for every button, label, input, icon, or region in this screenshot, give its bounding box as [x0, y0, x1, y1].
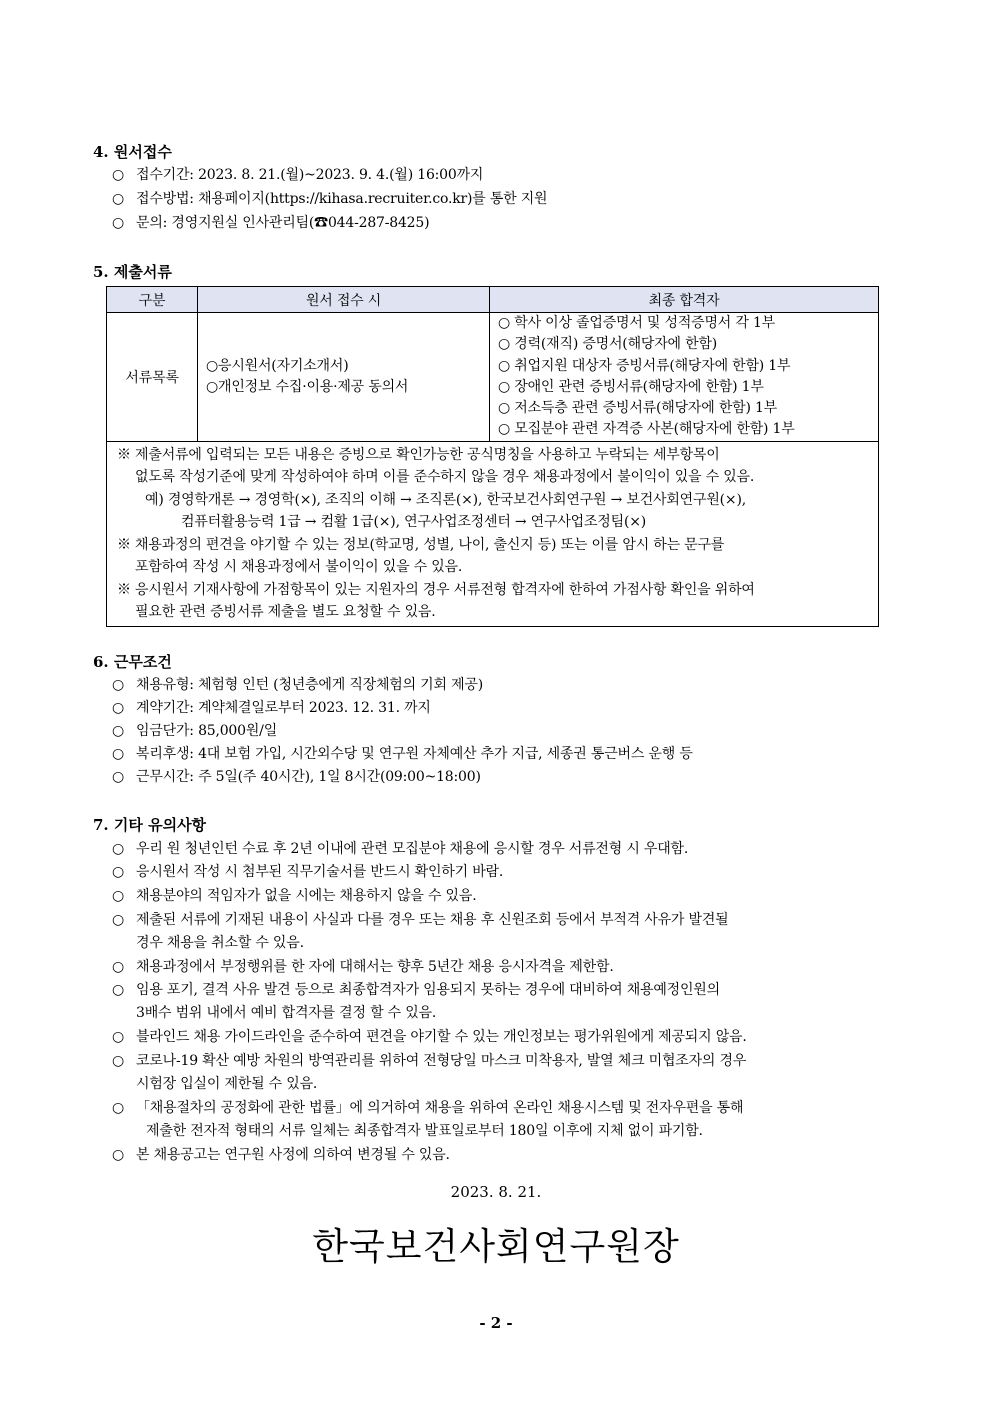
list-item: ○ 근무시간: 주 5일(주 40시간), 1일 8시간(09:00~18:00) [112, 769, 481, 785]
bullet-icon: ○ [112, 746, 125, 762]
bullet-icon: ○ [112, 215, 125, 231]
apply-docs-cell [198, 313, 490, 442]
list-item: ○ 경력(재직) 증명서(해당자에 한함) [498, 336, 718, 353]
bullet-icon: ○ [112, 677, 125, 693]
final-docs-cell [490, 313, 879, 442]
list-item: ○ 복리후생: 4대 보험 가입, 시간외수당 및 연구원 자체예산 추가 지급, 세종권 통근버스 운행 등 [112, 746, 693, 762]
list-item: ○ 임금단가: 85,000원/일 [112, 723, 278, 739]
section-title-notes: 7. 기타 유의사항 [93, 816, 207, 834]
documents-table [106, 286, 879, 627]
list-item-continuation: 제출한 전자적 형태의 서류 일체는 최종합격자 발표일로부터 180일 이후에 지체 없이 파기함. [146, 1123, 703, 1139]
note-line: 예) 경영학개론 → 경영학(×), 조직의 이해 → 조직론(×), 한국보건사회연구원 → 보건사회연구원(×), [145, 491, 746, 508]
bullet-icon: ○ [112, 723, 125, 739]
list-item: ○ 코로나-19 확산 예방 차원의 방역관리를 위하여 전형당일 마스크 미착용자, 발열 체크 미협조자의 경우 [112, 1053, 747, 1069]
bullet-icon: ○ [112, 191, 125, 207]
list-item: ○ 장애인 관련 증빙서류(해당자에 한함) 1부 [498, 378, 764, 395]
announcement-date: 2023. 8. 21. [450, 1183, 542, 1201]
list-item: ○ 저소득층 관련 증빙서류(해당자에 한함) 1부 [498, 400, 778, 417]
list-item: ○ 접수기간: 2023. 8. 21.(월)~2023. 9. 4.(월) 16:00까지 [112, 167, 484, 183]
table-header: 원서 접수 시 [198, 287, 490, 313]
list-item-continuation: 경우 채용을 취소할 수 있음. [136, 935, 304, 951]
table-header: 구분 [107, 287, 198, 313]
note-line: 포함하여 작성 시 채용과정에서 불이익이 있을 수 있음. [135, 559, 463, 576]
note-line: ※ 채용과정의 편견을 야기할 수 있는 정보(학교명, 성별, 나이, 출신지 등) 또는 이를 암시 하는 문구를 [117, 536, 725, 553]
list-item: ○ 우리 원 청년인턴 수료 후 2년 이내에 관련 모집분야 채용에 응시할 경우 서류전형 시 우대함. [112, 841, 689, 857]
list-item: ○ 문의: 경영지원실 인사관리팀(☎044-287-8425) [112, 215, 430, 231]
list-item: ○ 취업지원 대상자 증빙서류(해당자에 한함) 1부 [498, 357, 791, 374]
bullet-icon: ○ [112, 864, 125, 880]
list-item: ○ 본 채용공고는 연구원 사정에 의하여 변경될 수 있음. [112, 1147, 450, 1163]
note-line: 컴퓨터활용능력 1급 → 컴활 1급(×), 연구사업조정센터 → 연구사업조정팀(×) [181, 514, 647, 531]
bullet-icon: ○ [112, 700, 125, 716]
list-item: ○응시원서(자기소개서) [206, 357, 349, 374]
list-item: ○ 접수방법: 채용페이지(https://kihasa.recruiter.co.kr)를 통한 지원 [112, 191, 548, 207]
section-title-documents: 5. 제출서류 [93, 263, 172, 281]
list-item: ○ 「채용절차의 공정화에 관한 법률」에 의거하여 채용을 위하여 온라인 채용시스템 및 전자우편을 통해 [112, 1100, 744, 1116]
bullet-icon: ○ [112, 769, 125, 785]
note-line: 필요한 관련 증빙서류 제출을 별도 요청할 수 있음. [135, 604, 436, 621]
bullet-icon: ○ [112, 1029, 125, 1045]
section-title-application: 4. 원서접수 [93, 143, 172, 161]
bullet-icon: ○ [112, 912, 125, 928]
bullet-icon: ○ [112, 888, 125, 904]
note-line: 없도록 작성기준에 맞게 작성하여야 하며 이를 준수하지 않을 경우 채용과정에서 불이익이 있을 수 있음. [135, 469, 755, 486]
list-item: ○ 응시원서 작성 시 첨부된 직무기술서를 반드시 확인하기 바람. [112, 864, 504, 880]
bullet-icon: ○ [112, 959, 125, 975]
list-item: ○ 학사 이상 졸업증명서 및 성적증명서 각 1부 [498, 315, 775, 331]
bullet-icon: ○ [112, 167, 125, 183]
bullet-icon: ○ [112, 1053, 125, 1069]
list-item: ○ 블라인드 채용 가이드라인을 준수하여 편견을 야기할 수 있는 개인정보는 평가위원에게 제공되지 않음. [112, 1029, 747, 1045]
list-item: ○ 제출된 서류에 기재된 내용이 사실과 다를 경우 또는 채용 후 신원조회 등에서 부적격 사유가 발견될 [112, 912, 729, 928]
list-item: ○ 채용과정에서 부정행위를 한 자에 대해서는 향후 5년간 채용 응시자격을 제한함. [112, 959, 614, 975]
row-label: 서류목록 [107, 313, 198, 442]
list-item-continuation: 시험장 입실이 제한될 수 있음. [136, 1076, 318, 1092]
list-item: ○ 채용분야의 적임자가 없을 시에는 채용하지 않을 수 있음. [112, 888, 477, 904]
notes-cell [107, 441, 879, 626]
bullet-icon: ○ [112, 1147, 125, 1163]
bullet-icon: ○ [112, 841, 125, 857]
note-line: ※ 응시원서 기재사항에 가점항목이 있는 지원자의 경우 서류전형 합격자에 한하여 가점사항 확인을 위하여 [117, 581, 755, 598]
table-header: 최종 합격자 [490, 287, 879, 313]
list-item: ○ 모집분야 관련 자격증 사본(해당자에 한함) 1부 [498, 421, 795, 438]
list-item: ○ 채용유형: 체험형 인턴 (청년층에게 직장체험의 기회 제공) [112, 677, 483, 693]
bullet-icon: ○ [112, 1100, 125, 1116]
note-line: ※ 제출서류에 입력되는 모든 내용은 증빙으로 확인가능한 공식명칭을 사용하고 누락되는 세부항목이 [117, 446, 720, 463]
list-item: ○ 임용 포기, 결격 사유 발견 등으로 최종합격자가 임용되지 못하는 경우에 대비하여 채용예정인원의 [112, 982, 720, 998]
page-number: - 2 - [479, 1314, 513, 1332]
list-item-continuation: 3배수 범위 내에서 예비 합격자를 결정 할 수 있음. [136, 1005, 437, 1021]
bullet-icon: ○ [112, 982, 125, 998]
signature-title: 한국보건사회연구원장 [312, 1225, 680, 1268]
list-item: ○개인정보 수집·이용·제공 동의서 [206, 378, 409, 395]
section-title-work-conditions: 6. 근무조건 [93, 653, 172, 671]
list-item: ○ 계약기간: 계약체결일로부터 2023. 12. 31. 까지 [112, 700, 431, 716]
